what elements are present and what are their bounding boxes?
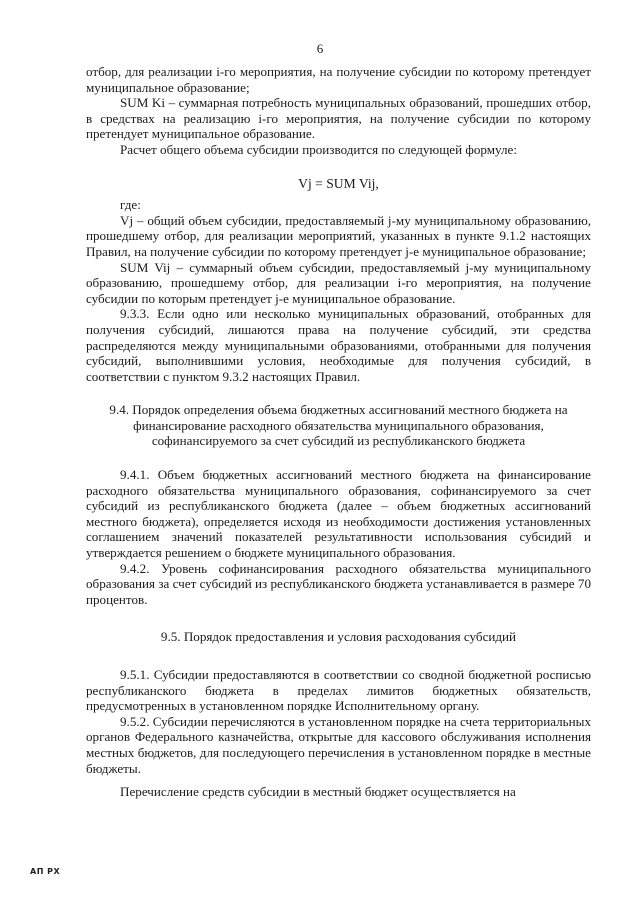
paragraph-9-4-2: 9.4.2. Уровень софинансирования расходного обязательства муниципального образования за счет субсидий из республиканского бюджета устанавливается в размере 70 процентов. <box>86 560 591 607</box>
paragraph-transfer: Перечисление средств субсидии в местный бюджет осуществляется на <box>120 784 516 800</box>
paragraph-9-5-2: 9.5.2. Субсидии перечисляются в установленном порядке на счета территориальных органов Федерального казначейства, открытые для кассового обслуживания исполнения местных бюджетов, для последующего перечисления в установленном порядке в местные бюджеты. <box>86 713 591 776</box>
page-number: 6 <box>316 41 324 56</box>
paragraph-formula-intro: Расчет общего объема субсидии производится по следующей формуле: <box>120 141 517 157</box>
paragraph-9-3-3: 9.3.3. Если одно или несколько муниципальных образований, отобранных для получения субсидий, лишаются права на получение субсидий, эти средства распределяются между муниципальными образованиями, отобранными для получения субсидий, выполнившими условия, необходимые для получения субсидий, в соответствии с пунктом 9.3.2 настоящих Правил. <box>86 306 591 384</box>
paragraph-vj-definition: Vj – общий объем субсидии, предоставляемый j-му муниципальному образованию, прошедшему отбор, для реализации мероприятий, указанных в пункте 9.1.2 настоящих Правил, на получение субсидии по которому претендует j-е муниципальное образование; <box>86 212 591 259</box>
paragraph-sum-vij-definition: SUM Vij – суммарный объем субсидии, предоставляемый j-му муниципальному образованию, прошедшему отбор, для реализации i-го мероприятия, на получение субсидии по которым претендует j-е муниципальное образование. <box>86 259 591 306</box>
paragraph-9-4-1: 9.4.1. Объем бюджетных ассигнований местного бюджета на финансирование расходного обязательства муниципального образования, софинансируемого за счет субсидий из республиканского бюджета (далее – объем бюджетных ассигнований местного бюджета), определяется исходя из необходимости достижения установленных соглашением значений показателей результативности использования субсидий и утверждается решением о бюджете муниципального образования. <box>86 467 591 561</box>
paragraph-sum-ki: SUM Ki – суммарная потребность муниципальных образований, прошедших отбор, в средствах на реализацию i-го мероприятия, на получение субсидии по которому претендует муниципальное образование. <box>86 95 591 142</box>
paragraph-9-5-1: 9.5.1. Субсидии предоставляются в соответствии со сводной бюджетной росписью республиканского бюджета в пределах лимитов бюджетных обязательств, предусмотренных в установленном порядке Исполнительному органу. <box>86 667 591 714</box>
footer-stamp: АП РХ <box>30 867 61 876</box>
section-heading-9-4: 9.4. Порядок определения объема бюджетных ассигнований местного бюджета на финансирование расходного обязательства муниципального образования, софинансируемого за счет субсидий из республиканского бюджета <box>109 402 568 449</box>
document-body <box>86 64 591 800</box>
section-heading-9-5: 9.5. Порядок предоставления и условия расходования субсидий <box>160 629 517 645</box>
formula: Vj = SUM Vij, <box>298 175 379 191</box>
paragraph-where: где: <box>120 197 141 213</box>
paragraph-continuation: отбор, для реализации i-го мероприятия, на получение субсидии по которому претендует муниципальное образование; <box>86 64 591 95</box>
